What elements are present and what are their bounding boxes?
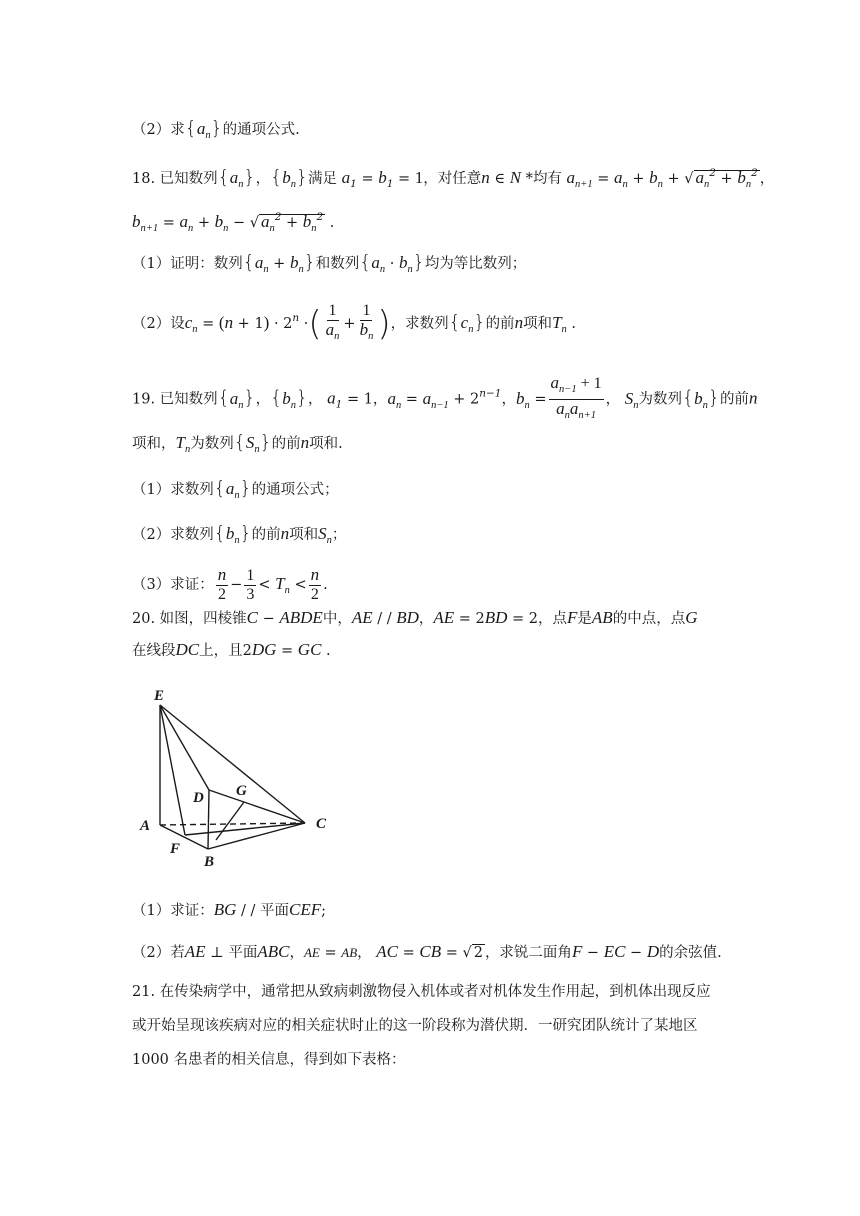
q18-statement-line2: $b_{n+1} = a_n + b_n$ − √ $a_n^2 + b_n^2$ . <box>132 211 335 234</box>
q21-line2: 或开始呈现该疾病对应的相关症状时止的这一阶段称为潜伏期．一研究团队统计了某地区 <box>132 1018 698 1034</box>
q19-part2: （2）求数列$\{b_n\}$的前n项和$S_n$； <box>132 522 347 546</box>
fig-label-B: B <box>204 854 215 870</box>
pyramid-figure <box>130 680 350 875</box>
q19-part3: （3）求证： $\frac{n}{2}$ − $\frac{1}{3}$ < $T_n$ < $\frac{n}{2}$ . <box>132 565 328 603</box>
fig-label-F: F <box>170 841 181 857</box>
q21-line3: 1000 名患者的相关信息，得到如下表格： <box>132 1052 406 1068</box>
q18-part2: （2）设$c_n = (n + 1) \cdot 2^n$ ·( $\frac{1}{a_n}$ + $\frac{1}{b_n}$ )，求数列$\{c_n\}$的前n项和$T_n$ . <box>132 302 576 344</box>
q20-part1: （1）求证：BG / / 平面CEF; <box>132 900 327 919</box>
q20-statement-line2: 在线段DC上，且2DG = GC . <box>132 640 331 659</box>
fig-label-E: E <box>154 688 165 704</box>
q19-statement-line2: 项和，$T_n$为数列$\{S_n\}$的前n项和. <box>132 431 343 455</box>
fig-label-A: A <box>140 818 151 834</box>
q18-part1: （1）证明：数列$\{a_n + b_n\}$和数列$\{a_n \cdot b_n\}$均为等比数列； <box>132 251 527 275</box>
q18-statement-line1: 18. 已知数列$\{a_n\}$，$\{b_n\}$满足 $a_1 = b_1 = 1$，对任意n ∈ N *均有 $a_{n+1} = a_n + b_n$ + √ $a_n^2 + b_n^2$ ， <box>132 166 775 190</box>
fig-label-D: D <box>193 790 204 806</box>
q20-part2: （2）若AE ⊥ 平面ABC，AE = AB， AC = CB = √ 2 ，求锐二面角F − EC − D的余弦值. <box>132 942 722 961</box>
q20-statement-line1: 20. 如图，四棱锥C − ABDE中，AE / / BD，AE = 2BD = 2，点F是AB的中点，点G <box>132 608 698 627</box>
q19-part1: （1）求数列$\{a_n\}$的通项公式； <box>132 477 339 501</box>
fig-label-C: C <box>316 816 327 832</box>
fig-label-G: G <box>236 783 247 799</box>
q17-part2: （2）求$\{a_n\}$的通项公式. <box>132 117 300 141</box>
q19-statement-line1: 19. 已知数列$\{a_n\}$，$\{b_n\}$， $a_1 = 1$，$a_n = a_{n-1} + 2^{n-1}$，$b_n$ = $\frac{a_{n-1} + 1}{a_na_{n+1}}$ ， $S_n$为数列$\{b_n\}$的前n <box>132 373 758 421</box>
q21-line1: 21. 在传染病学中，通常把从致病刺激物侵入机体或者对机体发生作用起，到机体出现反应 <box>132 984 711 1000</box>
